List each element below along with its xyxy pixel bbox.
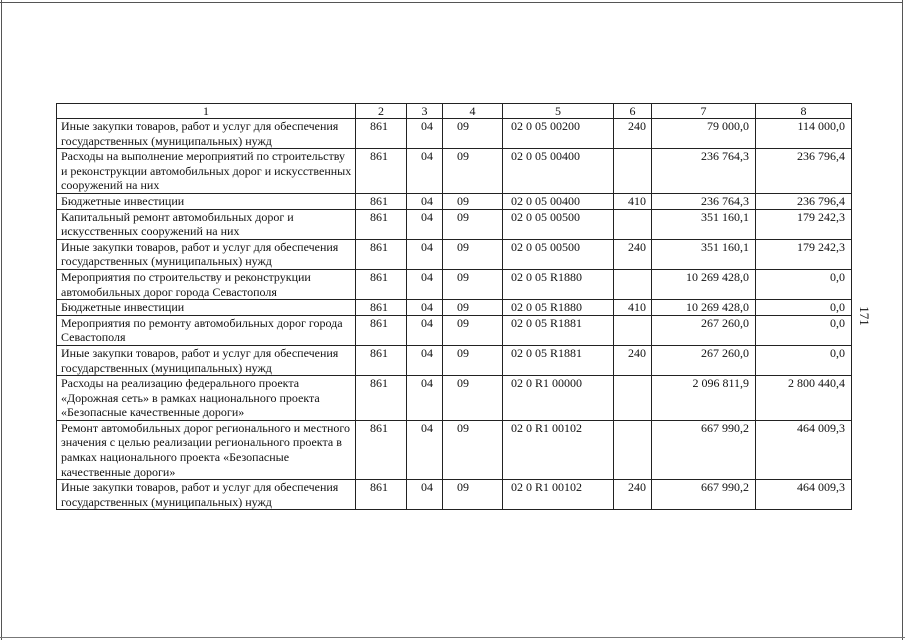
expense-name: Мероприятия по строительству и реконструкции автомобильных дорог города Севастополя (57, 269, 356, 299)
subsection-code: 09 (443, 209, 503, 239)
section-code: 04 (407, 239, 443, 269)
ministry-code: 861 (356, 149, 407, 194)
header-cell: 5 (503, 104, 614, 119)
header-cell: 4 (443, 104, 503, 119)
target-article-code: 02 0 R1 00102 (503, 420, 614, 479)
expense-name: Расходы на выполнение мероприятий по строительству и реконструкции автомобильных дорог и искусственных сооружений на них (57, 149, 356, 194)
ministry-code: 861 (356, 269, 407, 299)
page-edge-bottom (0, 637, 905, 638)
expense-type-code: 240 (614, 119, 652, 149)
ministry-code: 861 (356, 119, 407, 149)
ministry-code: 861 (356, 480, 407, 510)
expense-type-code (614, 209, 652, 239)
amount-col7: 236 764,3 (652, 149, 756, 194)
amount-col7: 2 096 811,9 (652, 376, 756, 421)
page-edge-left (1, 0, 2, 640)
table-row (57, 119, 852, 149)
page-edge-right (902, 0, 903, 640)
subsection-code: 09 (443, 420, 503, 479)
expense-name: Бюджетные инвестиции (57, 300, 356, 316)
amount-col7: 10 269 428,0 (652, 300, 756, 316)
target-article-code: 02 0 05 00400 (503, 149, 614, 194)
amount-col7: 351 160,1 (652, 239, 756, 269)
target-article-code: 02 0 R1 00102 (503, 480, 614, 510)
amount-col7: 667 990,2 (652, 420, 756, 479)
section-code: 04 (407, 345, 443, 375)
subsection-code: 09 (443, 149, 503, 194)
budget-table (56, 103, 852, 510)
ministry-code: 861 (356, 345, 407, 375)
table-row (57, 315, 852, 345)
amount-col7: 79 000,0 (652, 119, 756, 149)
target-article-code: 02 0 05 R1880 (503, 300, 614, 316)
header-cell: 2 (356, 104, 407, 119)
table-row (57, 239, 852, 269)
header-cell: 7 (652, 104, 756, 119)
table-row (57, 480, 852, 510)
amount-col7: 267 260,0 (652, 345, 756, 375)
amount-col8: 0,0 (756, 269, 852, 299)
subsection-code: 09 (443, 269, 503, 299)
target-article-code: 02 0 05 00500 (503, 239, 614, 269)
subsection-code: 09 (443, 193, 503, 209)
expense-type-code: 240 (614, 345, 652, 375)
amount-col7: 236 764,3 (652, 193, 756, 209)
expense-type-code (614, 315, 652, 345)
section-code: 04 (407, 376, 443, 421)
target-article-code: 02 0 R1 00000 (503, 376, 614, 421)
page-edge-top (0, 2, 903, 3)
expense-name: Иные закупки товаров, работ и услуг для обеспечения государственных (муниципальных) нужд (57, 480, 356, 510)
page-number: 171 (856, 306, 872, 326)
expense-type-code: 410 (614, 300, 652, 316)
amount-col7: 351 160,1 (652, 209, 756, 239)
table-row (57, 300, 852, 316)
table-row (57, 420, 852, 479)
target-article-code: 02 0 05 R1881 (503, 345, 614, 375)
ministry-code: 861 (356, 315, 407, 345)
expense-type-code (614, 420, 652, 479)
amount-col8: 0,0 (756, 315, 852, 345)
ministry-code: 861 (356, 376, 407, 421)
table-row (57, 193, 852, 209)
expense-type-code: 240 (614, 239, 652, 269)
target-article-code: 02 0 05 00500 (503, 209, 614, 239)
ministry-code: 861 (356, 420, 407, 479)
amount-col8: 2 800 440,4 (756, 376, 852, 421)
target-article-code: 02 0 05 R1881 (503, 315, 614, 345)
expense-type-code: 410 (614, 193, 652, 209)
section-code: 04 (407, 149, 443, 194)
ministry-code: 861 (356, 239, 407, 269)
expense-name: Расходы на реализацию федерального проекта «Дорожная сеть» в рамках национального проекта «Безопасные качественные дороги» (57, 376, 356, 421)
amount-col7: 667 990,2 (652, 480, 756, 510)
expense-type-code (614, 269, 652, 299)
amount-col8: 0,0 (756, 300, 852, 316)
section-code: 04 (407, 209, 443, 239)
amount-col8: 179 242,3 (756, 209, 852, 239)
subsection-code: 09 (443, 480, 503, 510)
ministry-code: 861 (356, 209, 407, 239)
section-code: 04 (407, 315, 443, 345)
expense-type-code (614, 376, 652, 421)
target-article-code: 02 0 05 R1880 (503, 269, 614, 299)
section-code: 04 (407, 193, 443, 209)
amount-col7: 267 260,0 (652, 315, 756, 345)
amount-col8: 236 796,4 (756, 149, 852, 194)
table-row (57, 269, 852, 299)
amount-col7: 10 269 428,0 (652, 269, 756, 299)
subsection-code: 09 (443, 239, 503, 269)
subsection-code: 09 (443, 300, 503, 316)
target-article-code: 02 0 05 00200 (503, 119, 614, 149)
expense-name: Мероприятия по ремонту автомобильных дорог города Севастополя (57, 315, 356, 345)
amount-col8: 114 000,0 (756, 119, 852, 149)
amount-col8: 464 009,3 (756, 480, 852, 510)
section-code: 04 (407, 300, 443, 316)
expense-type-code: 240 (614, 480, 652, 510)
expense-name: Иные закупки товаров, работ и услуг для обеспечения государственных (муниципальных) нужд (57, 119, 356, 149)
expense-name: Капитальный ремонт автомобильных дорог и искусственных сооружений на них (57, 209, 356, 239)
ministry-code: 861 (356, 300, 407, 316)
section-code: 04 (407, 269, 443, 299)
expense-name: Иные закупки товаров, работ и услуг для обеспечения государственных (муниципальных) нужд (57, 345, 356, 375)
amount-col8: 236 796,4 (756, 193, 852, 209)
amount-col8: 464 009,3 (756, 420, 852, 479)
section-code: 04 (407, 119, 443, 149)
table-header-row (57, 104, 852, 119)
expense-name: Иные закупки товаров, работ и услуг для обеспечения государственных (муниципальных) нужд (57, 239, 356, 269)
header-cell: 8 (756, 104, 852, 119)
subsection-code: 09 (443, 376, 503, 421)
section-code: 04 (407, 420, 443, 479)
section-code: 04 (407, 480, 443, 510)
table-row (57, 345, 852, 375)
table-row (57, 149, 852, 194)
expense-name: Бюджетные инвестиции (57, 193, 356, 209)
expense-name: Ремонт автомобильных дорог регионального и местного значения с целью реализации регионального проекта в рамках национального проекта «Безопасные качественные дороги» (57, 420, 356, 479)
header-cell: 3 (407, 104, 443, 119)
subsection-code: 09 (443, 315, 503, 345)
table-row (57, 376, 852, 421)
expense-type-code (614, 149, 652, 194)
subsection-code: 09 (443, 119, 503, 149)
table-row (57, 209, 852, 239)
ministry-code: 861 (356, 193, 407, 209)
header-cell: 1 (57, 104, 356, 119)
header-cell: 6 (614, 104, 652, 119)
subsection-code: 09 (443, 345, 503, 375)
amount-col8: 0,0 (756, 345, 852, 375)
amount-col8: 179 242,3 (756, 239, 852, 269)
target-article-code: 02 0 05 00400 (503, 193, 614, 209)
